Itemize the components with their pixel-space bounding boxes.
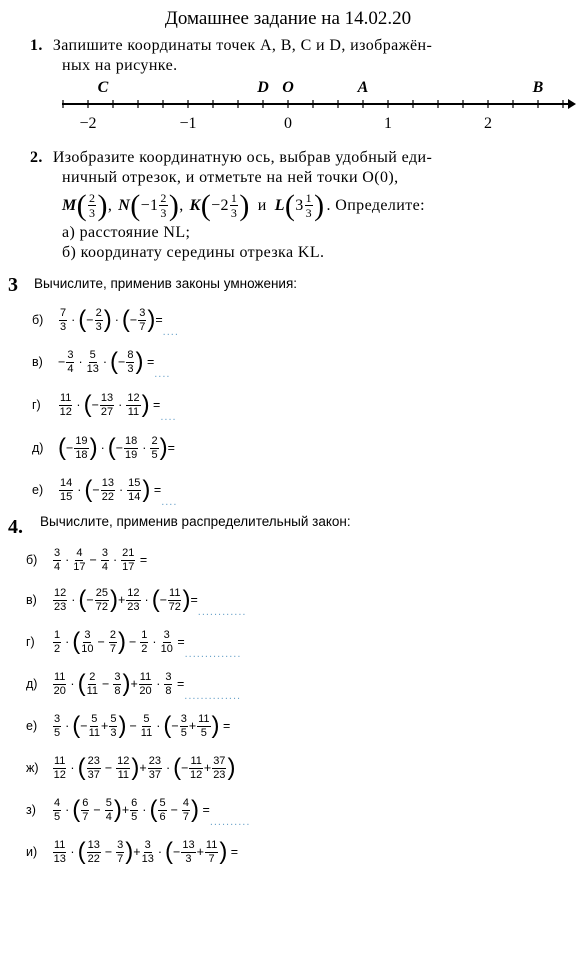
tick-label: 0 [284, 115, 292, 132]
point-m: M ( $\frac{2}{3}$ ) [62, 188, 108, 222]
axis-arrow [568, 99, 576, 109]
point-o-label: O [282, 79, 294, 96]
number-line [0, 76, 576, 136]
tick-label: −1 [179, 115, 197, 132]
task-4-item-zh: ж) $\frac{11}{12}$ · ( $\frac{23}{37}$ − $\frac{12}{11}$ ) + $\frac{23}{37}$ · ( − $\frac{11}{12}$ + $\frac{37}{23}$ ) [26, 754, 236, 781]
task-2-b: б) координату середины отрезка KL. [62, 244, 325, 261]
task-4-item-v: в) $\frac{12}{23}$ · ( − $\frac{25}{72}$ ) + $\frac{12}{23}$ · ( − $\frac{11}{72}$ ) = ............ [26, 586, 247, 618]
tick-label: −2 [79, 115, 97, 132]
item-label: в) [26, 593, 37, 607]
and-word: и [257, 196, 267, 214]
item-label: г) [32, 398, 41, 412]
task-3-item-d: д) ( − $\frac{19}{18}$ ) · ( − $\frac{18}{19}$ · $\frac{2}{5}$ ) = [32, 434, 175, 461]
task-3-heading: Вычислите, применив законы умножения: [34, 276, 298, 291]
determine-label: . Определите: [326, 196, 426, 214]
task-4-item-b: б) $\frac{3}{4}$ · $\frac{4}{17}$ − $\frac{3}{4}$ · $\frac{21}{17}$ = [26, 546, 148, 573]
task-3-item-g: г) $\frac{11}{12}$ · ( − $\frac{13}{27}$ · $\frac{12}{11}$ ) = .... [32, 391, 177, 423]
item-label: б) [26, 553, 38, 567]
item-label: и) [26, 845, 38, 859]
task-2 [30, 148, 432, 263]
item-label: б) [32, 313, 44, 327]
task-4-item-e: е) $\frac{3}{5}$ · ( − $\frac{5}{11}$ + $\frac{5}{3}$ ) − $\frac{5}{11}$ · ( − $\frac{3}{5}$ + $\frac{11}{5}$ ) = [26, 712, 231, 739]
task-4-item-g: г) $\frac{1}{2}$ · ( $\frac{3}{10}$ − $\frac{2}{7}$ ) − $\frac{1}{2}$ · $\frac{3}{10}$ = .............. [26, 628, 242, 660]
task-4-item-z: з) $\frac{4}{5}$ · ( $\frac{6}{7}$ − $\frac{5}{4}$ ) + $\frac{6}{5}$ · ( $\frac{5}{6}$ − $\frac{4}{7}$ ) = .......... [26, 796, 251, 828]
task-1-line-2: ных на рисунке. [62, 57, 178, 74]
page-title: Домашнее задание на 14.02.20 [164, 8, 412, 29]
task-2-line-1: Изобразите координатную ось, выбрав удобный еди- [52, 149, 433, 166]
task-3-item-b: б) $\frac{7}{3}$ · ( − $\frac{2}{3}$ ) · ( − $\frac{3}{7}$ ) = .... [32, 306, 179, 338]
task-2-number: 2. [30, 149, 43, 166]
point-d-label: D [257, 79, 269, 96]
point-l: L ( 3 $\frac{1}{3}$ ) [274, 188, 325, 222]
task-2-a: а) расстояние NL; [62, 224, 191, 241]
point-b-label: B [532, 79, 544, 96]
point-n: N ( −1 $\frac{2}{3}$ ) [118, 188, 180, 222]
task-1-number: 1. [30, 37, 43, 54]
task-3-item-v: в) − $\frac{3}{4}$ · $\frac{5}{13}$ · ( − $\frac{8}{3}$ ) = .... [32, 348, 171, 380]
task-3-item-e: е) $\frac{14}{15}$ · ( − $\frac{13}{22}$ · $\frac{15}{14}$ ) = .... [32, 476, 178, 508]
task-4-item-i: и) $\frac{11}{13}$ · ( $\frac{13}{22}$ − $\frac{3}{7}$ ) + $\frac{3}{13}$ · ( − $\frac{13}{3}$ + $\frac{11}{7}$ ) = [26, 838, 239, 865]
item-label: д) [26, 677, 38, 691]
task-4-number: 4. [8, 516, 23, 538]
item-label: г) [26, 635, 35, 649]
task-4-heading: Вычислите, применив распределительный закон: [40, 514, 351, 529]
item-label: з) [26, 803, 36, 817]
item-label: ж) [26, 761, 39, 775]
task-2-points: M ( $\frac{2}{3}$ ) , N ( −1 $\frac{2}{3}$ ) , K ( −2 $\frac{1}{3}$ ) и L ( 3 $\frac{1}{3}$ ) . Определите: [62, 188, 426, 222]
point-c-label: C [97, 79, 109, 96]
task-2-line-2: ничный отрезок, и отметьте на ней точки O(0), [62, 169, 399, 186]
task-3-number: 3 [8, 274, 18, 296]
item-label: д) [32, 441, 44, 455]
tick-label: 1 [384, 115, 392, 132]
point-a-label: A [357, 79, 369, 96]
item-label: е) [26, 719, 38, 733]
item-label: в) [32, 355, 43, 369]
task-1 [30, 36, 432, 76]
task-1-line-1: Запишите координаты точек A, B, C и D, изображён- [52, 37, 433, 54]
item-label: е) [32, 483, 44, 497]
task-4-item-d: д) $\frac{11}{20}$ · ( $\frac{2}{11}$ − $\frac{3}{8}$ ) + $\frac{11}{20}$ · $\frac{3}{8}$ = .............. [26, 670, 242, 702]
tick-label: 2 [484, 115, 492, 132]
point-k: K ( −2 $\frac{1}{3}$ ) [189, 188, 250, 222]
